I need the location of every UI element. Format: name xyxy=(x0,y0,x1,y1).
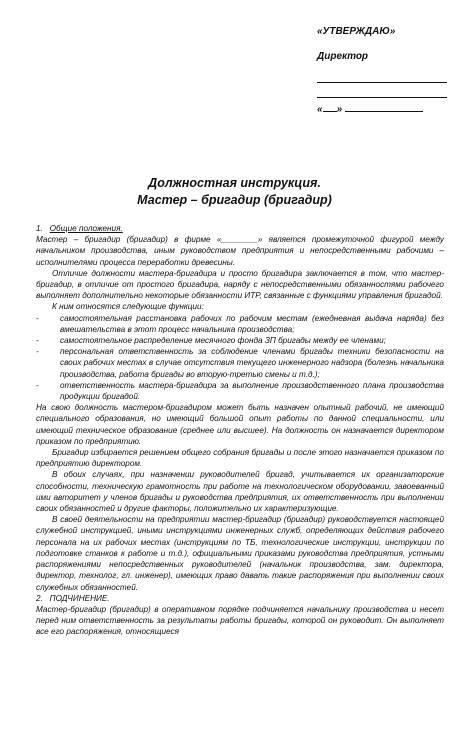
paragraph: В обоих случаях, при назначении руководителей бригад, учитывается их организаторские способности, техническую грамотность при работе на технологическом оборудовании, завоеванный ими авторитет у членов бригады и руководства предприятия, их ответственность при выполнении своих обязанностей и другие факторы, положительно их характеризующие. xyxy=(36,470,444,514)
doc-title-line2: Мастер – бригадир (бригадир) xyxy=(137,193,332,207)
paragraph: Бригадир избирается решением общего собрания бригады и после этого назначается приказом по предприятию директором. xyxy=(36,448,444,469)
section-2-heading: 2. ПОДЧИНЕНИЕ. xyxy=(36,593,110,603)
month-year-blank xyxy=(345,111,423,112)
signature-line xyxy=(317,70,447,83)
list-item: - ответственность мастера-бригадира за выполнение производственного плана производства продукции бригадой. xyxy=(36,380,444,402)
paragraph: В своей деятельности на предприятии мастер-бригадир (бригадир) руководствуется настоящей служебной инструкцией, иными инструкциями инженерных служб, определяющих действия рабочего персонала на их рабочих местах (инструкциям по ТБ, технологические инструкции, инструкции по подготовке станков к работе и т.д.), официальными приказами руководства предприятия, устными распоряжениями непосредственных руководителей (начальник производства, зам. директора, директор, технолог, гл. инженер), имеющих право давать такие распоряжения при выполнении своих служебных обязанностей. xyxy=(36,515,444,592)
approval-position: Директор xyxy=(317,51,369,62)
paragraph: Мастер – бригадир (бригадир) в фирме «________» является промежуточной фигурой между начальником производства, иным руководством предприятия и непосредственными рабочими –исполнителями процесса переработки древесины. xyxy=(36,235,444,267)
list-item: - самостоятельная расстановка рабочих по рабочим местам (ежедневная выдача наряда) без вмешательства в этот процесс начальника производства; xyxy=(36,313,444,334)
approval-block xyxy=(317,26,447,115)
date-line xyxy=(317,104,447,115)
approval-title: «УТВЕРЖДАЮ» xyxy=(317,26,396,37)
paragraph: На свою должность мастером-бригадиром может быть назначен опытный рабочий, не имеющий специального образования, но имеющий большой опыт работы по данной специальности, или имеющий техническое образование (среднее или высшее). На должность он назначается директором приказом по предприятию. xyxy=(36,403,444,446)
day-blank xyxy=(323,111,337,112)
list-item: - персональная ответственность за соблюдение членами бригады техники безопасности на своих рабочих местах в случае отсутствия текущего инженерного надзора (болезнь начальника производства, работа бригады во вторую-третью смены и т.д.); xyxy=(36,347,444,379)
section-1-heading: 1. Общие положения. xyxy=(36,224,123,233)
doc-title-line1: Должностная инструкция. xyxy=(148,176,321,190)
name-line xyxy=(317,85,447,98)
list-item: - самостоятельное распределение месячного фонда ЗП бригады между ее членами; xyxy=(36,336,386,346)
paragraph: Отличие должности мастера-бригадира и просто бригадира заключается в том, что мастер-бригадир, в отличие от простого бригадира, наряду с непосредственными обязанностями рабочего выполняет дополнительно некоторые обязанности ИТР, связанные с функциями управления бригадой. xyxy=(36,268,444,301)
date-mid: » xyxy=(336,104,343,115)
paragraph: Мастер-бригадир (бригадир) в оперативном порядке подчиняется начальнику производства и несет перед ним ответственность за результаты работы бригады, которой он руководит. Он выполняет все его распоряжения, относящиеся xyxy=(36,604,444,637)
paragraph: К ним относятся следующие функции: xyxy=(52,302,204,312)
document-body xyxy=(36,223,444,638)
date-prefix: « xyxy=(317,104,323,115)
